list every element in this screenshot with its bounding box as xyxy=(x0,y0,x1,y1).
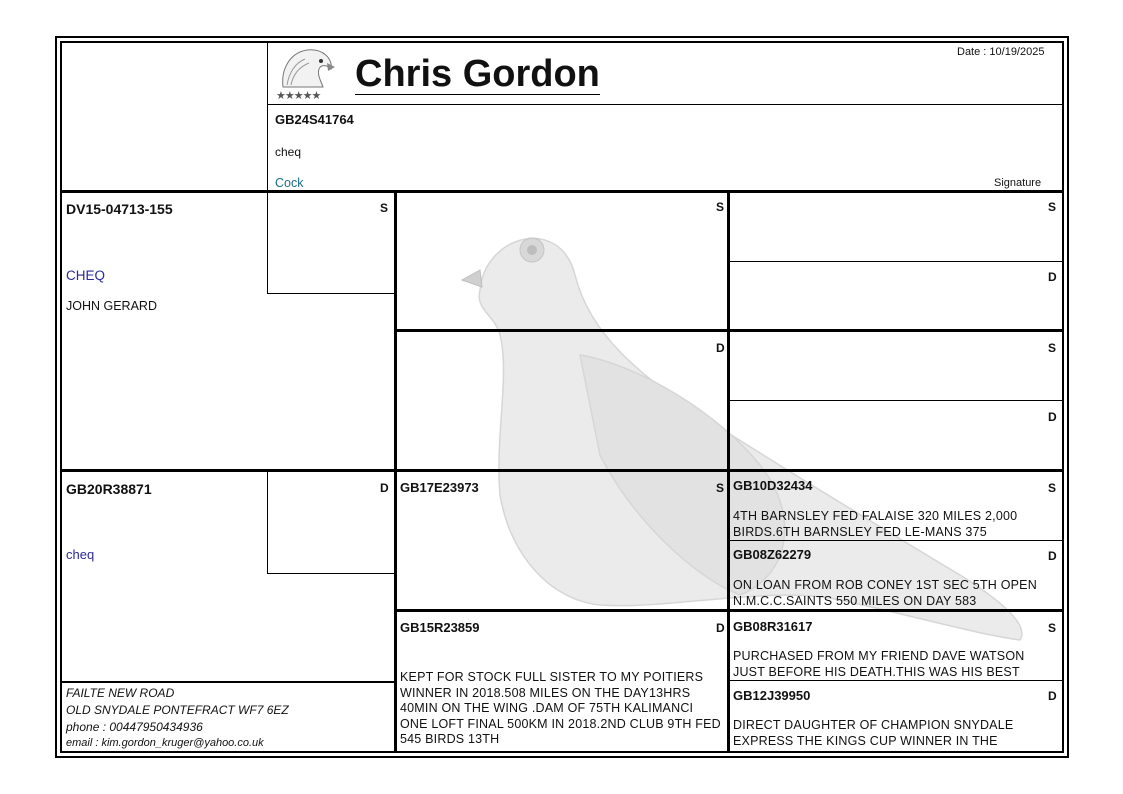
sire-dam-code: D xyxy=(716,341,725,355)
divider xyxy=(396,329,1063,332)
divider xyxy=(267,293,395,294)
divider xyxy=(396,609,1063,612)
divider xyxy=(729,540,1063,541)
dam-side-code: D xyxy=(380,481,389,495)
g3-6-code: D xyxy=(1048,549,1057,563)
divider xyxy=(394,192,397,752)
g3-7-ring: GB08R31617 xyxy=(733,619,813,634)
divider xyxy=(267,573,395,574)
g3-6-note: ON LOAN FROM ROB CONEY 1ST SEC 5TH OPEN N.M.C.C.SAINTS 550 MILES ON DAY 583 xyxy=(733,578,1037,608)
g3-6-ring: GB08Z62279 xyxy=(733,547,812,562)
eagle-logo-icon xyxy=(275,45,337,91)
divider xyxy=(267,472,268,573)
g3-5-note: 4TH BARNSLEY FED FALAISE 320 MILES 2,000 BIRDS.6TH BARNSLEY FED LE-MANS 375 xyxy=(733,509,1018,539)
address-line2: OLD SNYDALE PONTEFRACT WF7 6EZ xyxy=(66,703,289,717)
g3-5-code: S xyxy=(1048,481,1057,495)
sire-color: CHEQ xyxy=(66,268,106,283)
dam-color: cheq xyxy=(66,547,95,562)
divider xyxy=(61,681,395,683)
subject-sex: Cock xyxy=(275,176,304,190)
dam-ring: GB20R38871 xyxy=(66,481,152,497)
g3-3-code: S xyxy=(1048,341,1057,355)
divider xyxy=(729,400,1063,401)
subject-ring: GB24S41764 xyxy=(275,112,354,127)
divider xyxy=(267,42,268,190)
sire-sire-code: S xyxy=(716,200,725,214)
date-label: Date : 10/19/2025 xyxy=(957,46,1045,58)
g3-7-code: S xyxy=(1048,621,1057,635)
signature-label: Signature xyxy=(994,177,1042,189)
divider xyxy=(729,680,1063,681)
address-email: email : kim.gordon_kruger@yahoo.co.uk xyxy=(66,737,264,749)
dam-sire-code: S xyxy=(716,481,725,495)
sire-breeder: JOHN GERARD xyxy=(66,299,157,313)
address-line1: FAILTE NEW ROAD xyxy=(66,686,175,700)
sire-side-code: S xyxy=(380,201,389,215)
g3-8-code: D xyxy=(1048,689,1057,703)
address-phone: phone : 00447950434936 xyxy=(66,720,203,734)
divider xyxy=(727,192,730,752)
sire-ring: DV15-04713-155 xyxy=(66,201,173,217)
divider xyxy=(61,190,1063,193)
divider xyxy=(267,193,268,293)
g3-1-code: S xyxy=(1048,200,1057,214)
dam-sire-ring: GB17E23973 xyxy=(400,480,479,495)
page-title: Chris Gordon xyxy=(355,53,600,95)
dam-dam-ring: GB15R23859 xyxy=(400,620,480,635)
dam-dam-code: D xyxy=(716,621,725,635)
inner-border xyxy=(60,41,1064,753)
g3-7-note: PURCHASED FROM MY FRIEND DAVE WATSON JUST BEFORE HIS DEATH.THIS WAS HIS BEST xyxy=(733,649,1025,679)
divider xyxy=(729,261,1063,262)
g3-8-note: DIRECT DAUGHTER OF CHAMPION SNYDALE EXPRESS THE KINGS CUP WINNER IN THE xyxy=(733,718,1014,748)
rating-stars: ★★★★★ xyxy=(276,90,321,102)
divider xyxy=(61,469,1063,472)
g3-5-ring: GB10D32434 xyxy=(733,478,813,493)
dam-dam-note: KEPT FOR STOCK FULL SISTER TO MY POITIERS WINNER IN 2018.508 MILES ON THE DAY13HRS 40MIN ON THE WING .DAM OF 75TH KALIMANCI ONE LOFT FINAL 500KM IN 2018.2ND CLUB 9TH FED 545 BIRDS 13TH xyxy=(400,670,721,746)
g3-8-ring: GB12J39950 xyxy=(733,688,811,703)
subject-color: cheq xyxy=(275,145,302,159)
g3-2-code: D xyxy=(1048,270,1057,284)
divider xyxy=(268,104,1063,105)
g3-4-code: D xyxy=(1048,410,1057,424)
